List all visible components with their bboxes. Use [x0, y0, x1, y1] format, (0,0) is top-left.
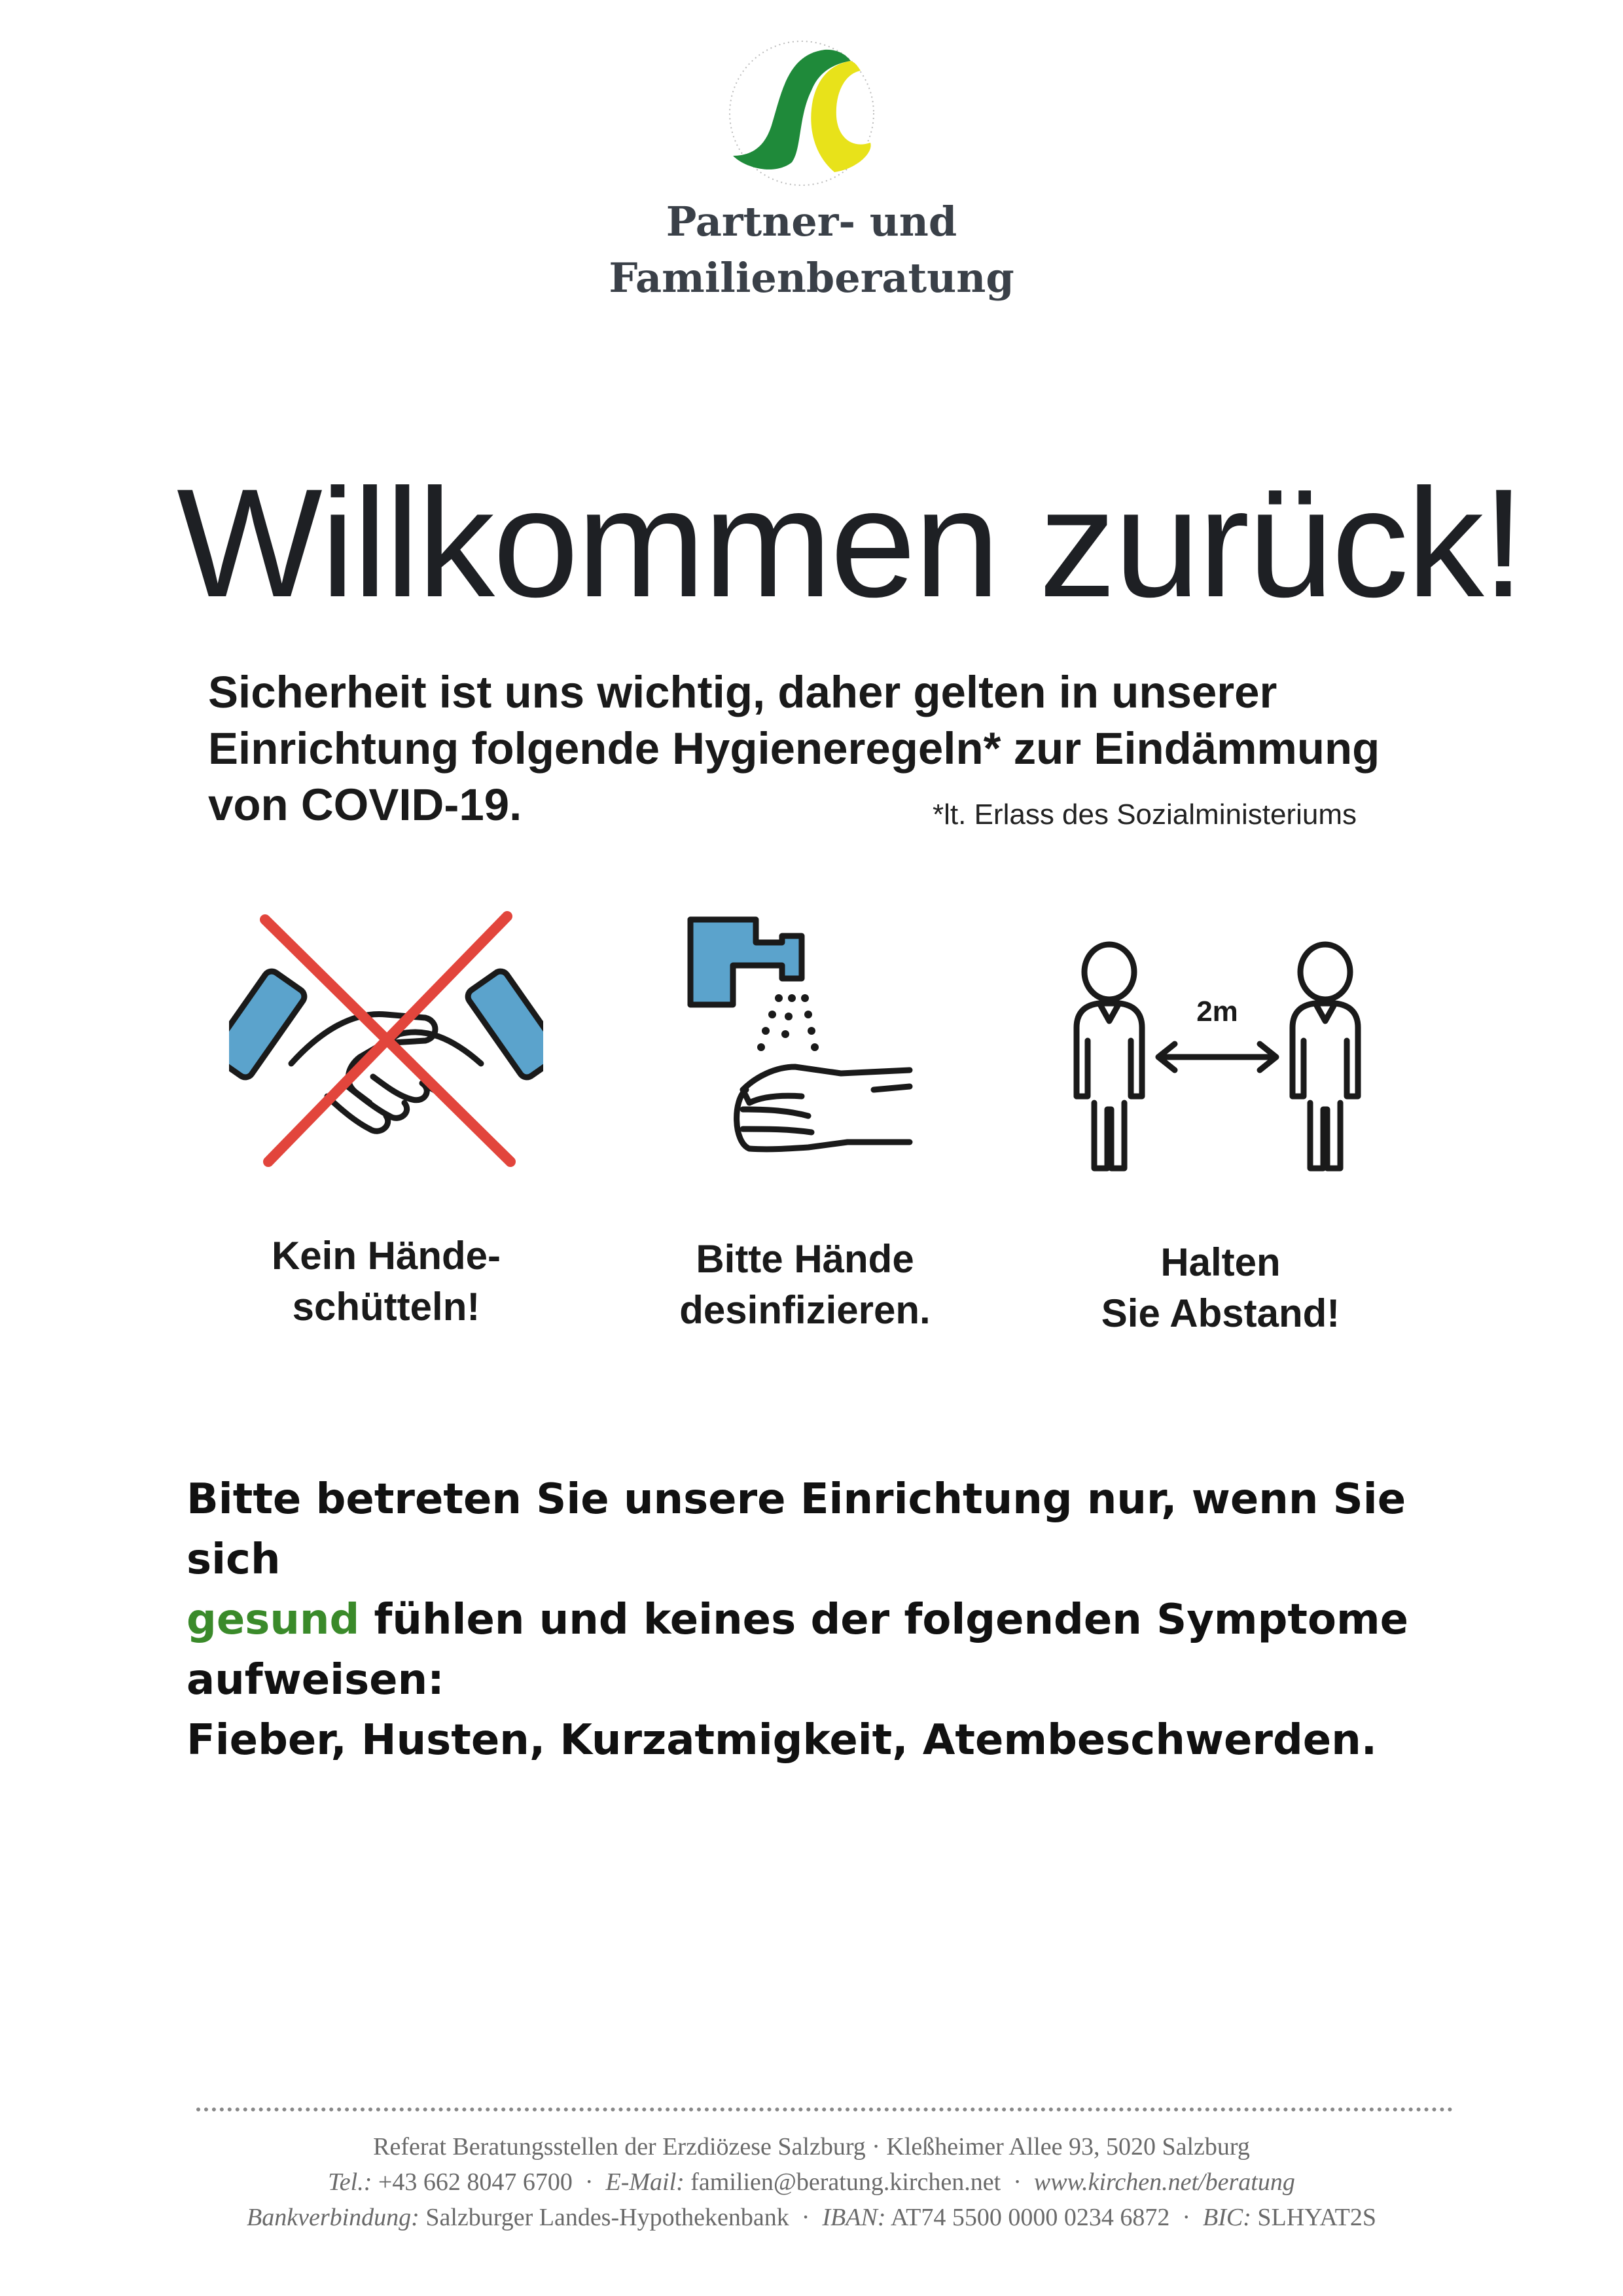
distance-icon — [1060, 900, 1374, 1175]
organization-logo — [726, 38, 877, 188]
rule-caption-disinfect: Bitte Hände desinfizieren. — [679, 1237, 931, 1332]
highlight-healthy: gesund — [187, 1596, 360, 1644]
intro-text: Sicherheit ist uns wichtig, daher gelten in unserer Einrichtung folgende Hygieneregeln* zur Eindämmung von COVID-19. — [208, 667, 1380, 830]
distance-label: 2m — [1196, 996, 1238, 1028]
footer-divider — [196, 2108, 1453, 2111]
footer-contact: Tel.: +43 662 8047 6700 · E-Mail: familien@beratung.kirchen.net · www.kirchen.net/beratung — [328, 2168, 1295, 2196]
rule-caption-distance: Halten Sie Abstand! — [1101, 1240, 1340, 1335]
symptoms-notice — [187, 1469, 1495, 1770]
footer-website[interactable]: www.kirchen.net/beratung — [1033, 2168, 1295, 2196]
hand-washing-icon — [677, 900, 939, 1175]
rule-caption-handshake: Kein Hände- schütteln! — [271, 1234, 501, 1329]
footnote: *lt. Erlass des Sozialministeriums — [933, 798, 1357, 831]
footer-bank: Bankverbindung: Salzburger Landes-Hypothekenbank · IBAN: AT74 5500 0000 0234 6872 · BIC: SLHYAT2S — [247, 2204, 1376, 2231]
footer-address: Referat Beratungsstellen der Erzdiözese Salzburg · Kleßheimer Allee 93, 5020 Salzburg — [373, 2133, 1250, 2161]
footer-email[interactable]: familien@beratung.kirchen.net — [690, 2168, 1001, 2196]
page-title: Willkommen zurück! — [177, 457, 1524, 630]
symptom-list: Fieber, Husten, Kurzatmigkeit, Atembeschwerden. — [187, 1716, 1378, 1765]
organization-name: Partner- und Familienberatung — [609, 198, 1014, 302]
no-handshake-icon — [229, 900, 543, 1175]
entry-condition: Bitte betreten Sie unsere Einrichtung nur, wenn Sie sich gesund fühlen und keines der folgenden Symptome aufweisen: — [187, 1475, 1409, 1704]
